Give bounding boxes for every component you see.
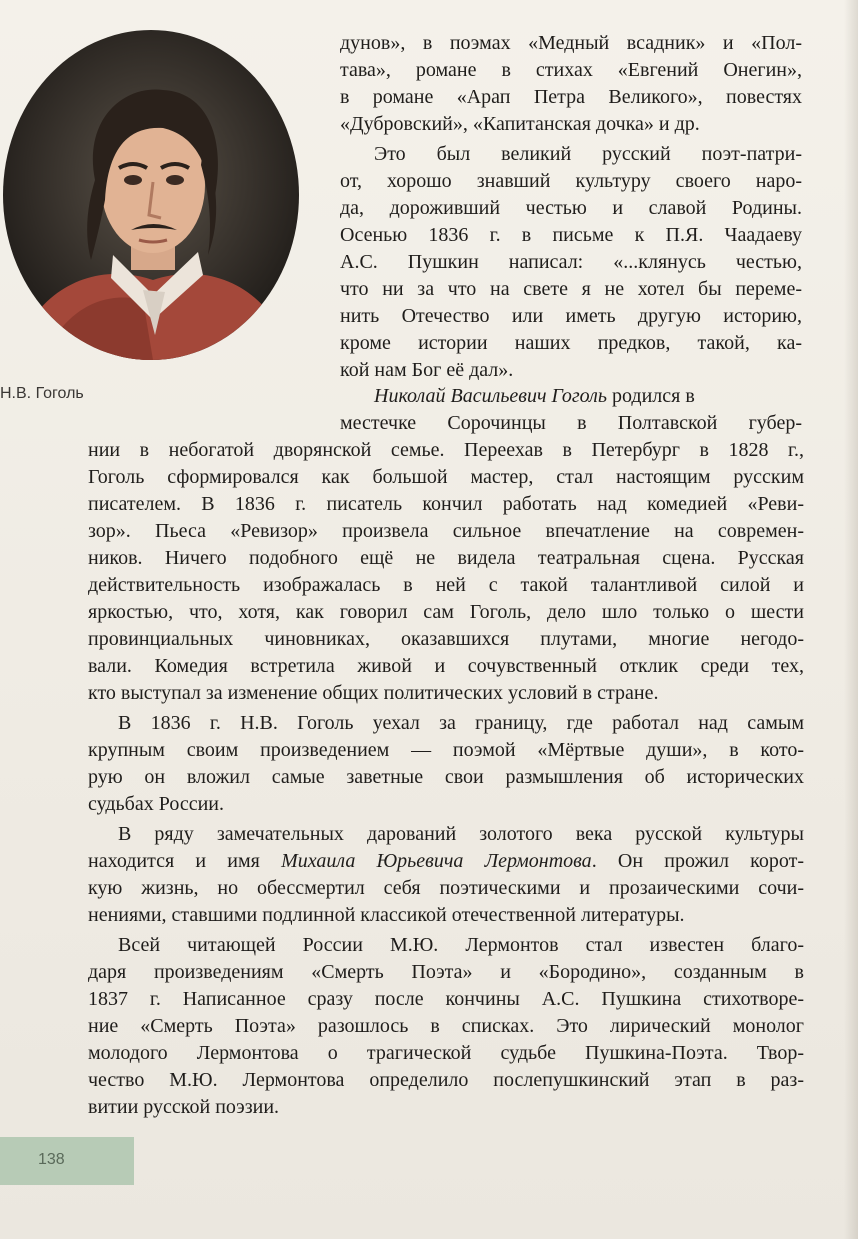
page-number-tab: [0, 1137, 134, 1185]
text-fragment: родился в: [607, 385, 695, 407]
text-line: кто выступал за изменение общих политических условий в стране.: [88, 682, 659, 704]
text-line: ников. Ничего подобного ещё не видела театральная сцена. Русская: [88, 547, 804, 569]
author-name-gogol: Николай Васильевич Гоголь: [374, 385, 607, 407]
text-line: зор». Пьеса «Ревизор» произвела сильное впечатление на современ-: [88, 520, 804, 542]
page-number: 138: [38, 1151, 65, 1168]
text-line: чество М.Ю. Лермонтова определило послепушкинский этап в раз-: [88, 1069, 804, 1091]
text-line: рую он вложил самые заветные свои размышления об исторических: [88, 766, 804, 788]
text-line: дунов», в поэмах «Медный всадник» и «Пол-: [340, 32, 802, 54]
text-line: [374, 383, 802, 409]
text-line: 1837 г. Написанное сразу после кончины А.С. Пушкина стихотворе-: [88, 988, 804, 1010]
text-line: Осенью 1836 г. в письме к П.Я. Чаадаеву: [340, 224, 802, 246]
text-line: Всей читающей России М.Ю. Лермонтов стал известен благо-: [118, 934, 804, 956]
text-line: кой нам Бог её дал».: [340, 359, 514, 381]
text-line: Это был великий русский поэт-патри-: [374, 143, 802, 165]
text-line: даря произведениям «Смерть Поэта» и «Бородино», созданным в: [88, 961, 804, 983]
text-line: крупным своим произведением — поэмой «Мёртвые души», в кото-: [88, 739, 804, 761]
text-line: яркостью, что, хотя, как говорил сам Гоголь, дело шло только о шести: [88, 601, 804, 623]
text-line: В ряду замечательных дарований золотого века русской культуры: [118, 823, 804, 845]
text-line: В 1836 г. Н.В. Гоголь уехал за границу, где работал над самым: [118, 712, 804, 734]
text-line: провинциальных чиновниках, оказавшихся плутами, многие негодо-: [88, 628, 804, 650]
scan-shadow: [844, 0, 858, 1239]
text-line: молодого Лермонтова о трагической судьбе Пушкина-Поэта. Твор-: [88, 1042, 804, 1064]
text-line: кую жизнь, но обессмертил себя поэтическими и прозаическими сочи-: [88, 877, 804, 899]
author-name-lermontov: Михаила Юрьевича Лермонтова: [281, 850, 592, 872]
text-line: вали. Комедия встретила живой и сочувственный отклик среди тех,: [88, 655, 804, 677]
text-line: ние «Смерть Поэта» разошлось в списках. Это лирический монолог: [88, 1015, 804, 1037]
text-fragment: . Он прожил корот-: [591, 850, 804, 872]
text-line: нениями, ставшими подлинной классикой отечественной литературы.: [88, 904, 685, 926]
text-line: судьбах России.: [88, 793, 224, 815]
text-line: действительность изображалась в ней с такой талантливой силой и: [88, 574, 804, 596]
text-line: «Дубровский», «Капитанская дочка» и др.: [340, 113, 700, 135]
text-line: А.С. Пушкин написал: «...клянусь честью,: [340, 251, 802, 273]
text-line: нии в небогатой дворянской семье. Переехав в Петербург в 1828 г.,: [88, 439, 804, 461]
text-line: кроме истории наших предков, такой, ка-: [340, 332, 802, 354]
text-line: Гоголь сформировался как большой мастер, стал настоящим русским: [88, 466, 804, 488]
text-fragment: находится и имя: [88, 850, 282, 872]
text-line: что ни за что на свете я не хотел бы переме-: [340, 278, 802, 300]
portrait-caption: Н.В. Гоголь: [0, 385, 84, 402]
text-line: от, хорошо знавший культуру своего наро-: [340, 170, 802, 192]
gogol-portrait-image: [3, 30, 299, 360]
text-line: писателем. В 1836 г. писатель кончил работать над комедией «Реви-: [88, 493, 804, 515]
text-line: местечке Сорочинцы в Полтавской губер-: [340, 412, 802, 434]
text-line: нить Отечество или иметь другую историю,: [340, 305, 802, 327]
text-line: в романе «Арап Петра Великого», повестях: [340, 86, 802, 108]
text-line: да, дороживший честью и славой Родины.: [340, 197, 802, 219]
text-line: витии русской поэзии.: [88, 1096, 280, 1118]
text-line: [88, 848, 804, 874]
text-line: тава», романе в стихах «Евгений Онегин»,: [340, 59, 802, 81]
